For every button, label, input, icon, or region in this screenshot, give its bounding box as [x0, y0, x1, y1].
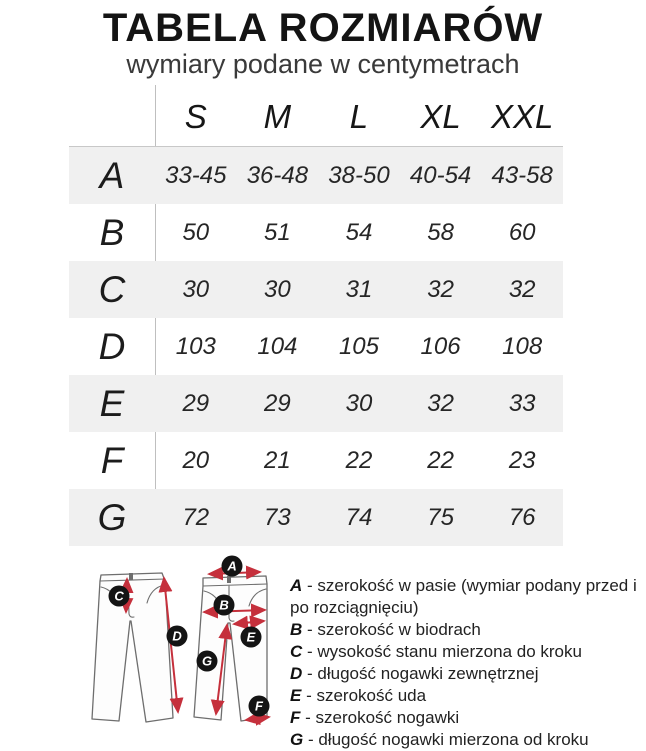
measure-badge-g [197, 651, 218, 672]
page-subtitle: wymiary podane w centymetrach [126, 49, 520, 79]
size-cell: 38-50 [328, 161, 390, 189]
svg-text:C: C [114, 588, 124, 604]
size-cell: 54 [345, 218, 373, 246]
size-cell: 31 [345, 275, 373, 303]
measure-badge-a [222, 556, 243, 577]
legend-separator: - [302, 576, 318, 595]
size-cell: 105 [338, 332, 379, 360]
size-cell: 32 [427, 275, 454, 303]
svg-text:G: G [201, 653, 213, 669]
measure-badge-c [109, 586, 130, 607]
row-label: D [98, 325, 126, 367]
row-label: B [99, 211, 125, 253]
size-cell: 29 [264, 389, 291, 417]
legend-text: wysokość stanu mierzona do kroku [317, 642, 582, 661]
belt-loop [227, 576, 231, 583]
size-cell: 30 [345, 389, 373, 417]
legend-text: szerokość w pasie (wymiar podany przed i po rozciągnięciu) [290, 576, 637, 617]
size-column-header-l: L [349, 98, 369, 135]
legend-letter: G [290, 730, 304, 749]
size-cell: 103 [175, 332, 216, 360]
svg-text:E: E [246, 629, 256, 645]
legend-letter: E [290, 686, 302, 705]
legend-separator: - [300, 708, 316, 727]
legend-letter: C [290, 642, 303, 661]
legend-letter: B [290, 620, 303, 639]
page-title: TABELA ROZMIARÓW [102, 6, 544, 50]
pants-diagram-right [194, 556, 270, 722]
legend-separator: - [302, 642, 318, 661]
size-cell: 106 [420, 332, 461, 360]
size-cell: 21 [264, 446, 291, 474]
row-label: F [100, 439, 124, 481]
size-cell: 76 [508, 503, 536, 531]
svg-text:F: F [255, 698, 263, 714]
size-cell: 40-54 [409, 161, 472, 189]
size-cell: 32 [427, 389, 454, 417]
legend-text: szerokość nogawki [315, 708, 460, 727]
svg-text:A: A [227, 558, 237, 574]
legend-item [290, 729, 642, 751]
size-column-header-xl: XL [420, 98, 461, 135]
size-cell: 30 [264, 275, 291, 303]
legend-letter: F [290, 708, 301, 727]
legend-separator: - [303, 730, 319, 749]
size-cell: 50 [182, 218, 210, 246]
measurement-legend [290, 575, 642, 751]
legend-letter: D [290, 664, 303, 683]
size-cell: 30 [182, 275, 210, 303]
table-row [69, 432, 563, 489]
size-column-header-s: S [184, 98, 207, 135]
table-row [69, 147, 563, 204]
legend-item [290, 663, 642, 685]
size-cell: 23 [508, 446, 536, 474]
table-row [69, 318, 563, 375]
legend-item [290, 619, 642, 641]
measure-badge-f [249, 696, 270, 717]
pants-outline [92, 573, 173, 722]
pants-measurement-diagram [70, 548, 301, 735]
row-label: A [99, 154, 125, 196]
legend-item [290, 707, 642, 729]
legend-text: długość nogawki mierzona od kroku [318, 730, 589, 749]
legend-separator: - [302, 664, 318, 683]
size-cell: 33 [508, 389, 536, 417]
legend-separator: - [302, 620, 318, 639]
size-cell: 20 [182, 446, 210, 474]
size-cell: 75 [427, 503, 454, 531]
table-header-row [69, 88, 563, 147]
size-cell: 29 [182, 389, 210, 417]
legend-item [290, 641, 642, 663]
size-cell: 22 [345, 446, 373, 474]
size-cell: 43-58 [491, 161, 553, 189]
size-column-header-m: M [263, 98, 292, 135]
table-row [69, 375, 563, 432]
size-cell: 72 [182, 503, 210, 531]
legend-text: długość nogawki zewnętrznej [317, 664, 539, 683]
size-column-header-xxl: XXL [490, 98, 554, 135]
size-cell: 60 [508, 218, 536, 246]
legend-item [290, 575, 642, 619]
size-cell: 58 [427, 218, 454, 246]
size-cell: 108 [502, 332, 543, 360]
size-cell: 104 [257, 332, 298, 360]
size-cell: 33-45 [165, 161, 227, 189]
legend-letter: A [290, 576, 303, 595]
row-label: E [99, 382, 125, 424]
legend-item [290, 685, 642, 707]
table-row [69, 489, 563, 546]
belt-loop [129, 573, 133, 580]
pants-diagram-left [92, 573, 188, 722]
legend-separator: - [301, 686, 317, 705]
legend-text: szerokość uda [316, 686, 427, 705]
measure-badge-d [167, 626, 188, 647]
legend-text: szerokość w biodrach [317, 620, 481, 639]
row-label: G [97, 496, 127, 538]
svg-text:D: D [172, 628, 182, 644]
size-cell: 74 [345, 503, 373, 531]
table-row [69, 261, 563, 318]
size-table [69, 88, 563, 546]
size-cell: 73 [264, 503, 291, 531]
table-row [69, 204, 563, 261]
size-cell: 32 [508, 275, 536, 303]
measure-badge-e [241, 627, 262, 648]
svg-text:B: B [219, 597, 229, 613]
measure-badge-b [214, 595, 235, 616]
size-cell: 22 [427, 446, 454, 474]
size-cell: 36-48 [246, 161, 309, 189]
size-cell: 51 [264, 218, 291, 246]
row-label: C [98, 268, 126, 310]
